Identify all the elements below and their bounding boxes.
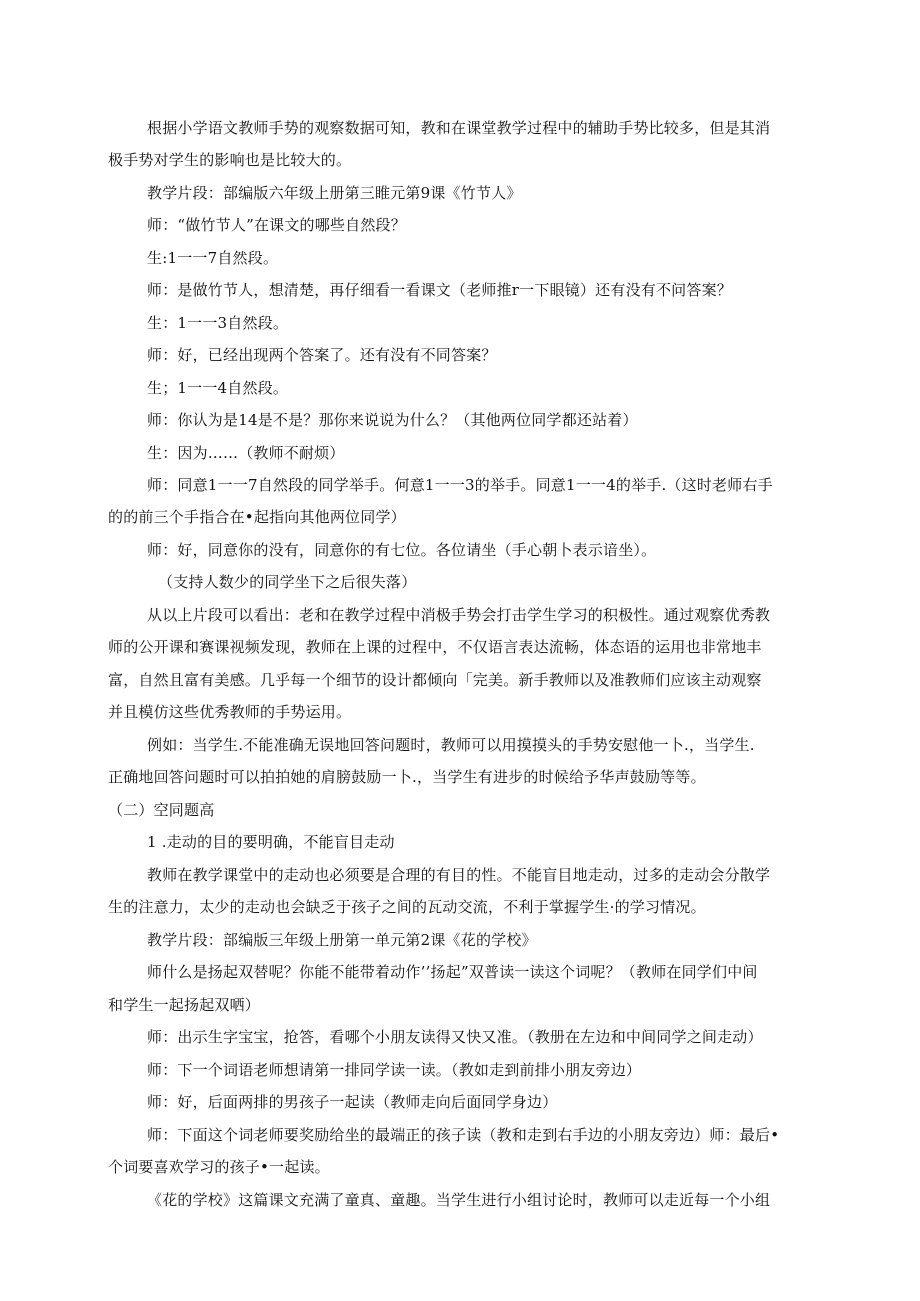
paragraph-line: 个词要喜欢学习的孩子•一起读。 [108,1158,330,1176]
paragraph-line: 富，自然且富有美感。几乎每一个细节的设计都倾向「完美。新手教师以及准教师们应该主动观察 [108,671,762,689]
paragraph-line: 教师在教学课堂中的走动也必须要是合理的有目的性。不能盲目地走动，过多的走动会分散学 [147,866,771,884]
paragraph-line: 师的公开课和赛课视频发现，教师在上课的过程中，不仅语言表达流畅，体态语的运用也非常地丰 [108,638,762,656]
paragraph-line: 从以上片段可以看出：老和在教学过程中消极手势会打击学生学习的积极性。通过观察优秀教 [147,606,771,624]
paragraph-line: 师：是做竹节人，想清楚，再仔细看一看课文（老师推r一下眼镜）还有没有不问答案？ [147,281,732,299]
paragraph-line: 师：“做竹节人”在课文的哪些自然段？ [147,216,406,234]
paragraph-line: 师：好，已经出现两个答案了。还有没有不同答案？ [147,346,497,364]
paragraph-line: 的的前三个手指合在•起指向其他两位同学） [108,508,406,526]
paragraph-line: 和学生一起扬起双哂） [108,996,261,1014]
paragraph-line: 师：下面这个词老师要奖励给坐的最端正的孩子读（教和走到右手边的小朋友旁边）师：最后• [147,1126,780,1144]
paragraph-line: 教学片段：部编版六年级上册第三睢元第9课《竹节人》 [147,184,522,202]
paragraph-line: 生:1一一7自然段。 [147,249,279,267]
paragraph-line: 根据小学语文教师手势的观察数据可知，教和在课堂教学过程中的辅助手势比较多，但是其消 [147,119,771,137]
paragraph-line: 教学片段：部编版三年级上册第一单元第2课《花的学校》 [147,931,537,949]
paragraph-line: 生：因为……（教师不耐烦） [147,444,345,462]
section-heading: （二）空同题高 [108,801,215,819]
paragraph-line: 《花的学校》这篇课文充满了童真、童趣。当学生进行小组讨论时，教师可以走近每一个小组 [147,1191,771,1209]
paragraph-line: 极手势对学生的影响也是比较大的。 [108,151,352,169]
subsection-heading: 1 .走动的目的要明确，不能盲目走动 [147,833,395,851]
paragraph-line: 师：好，后面两排的男孩子一起读（教师走向后面同学身边） [147,1093,558,1111]
paragraph-line: 生的注意力，太少的走动也会缺乏于孩子之间的瓦动交流，不利于掌握学生·的学习情况。 [108,898,706,916]
paragraph-line: 师：你认为是14是不是？那你来说说为什么？（其他两位同学都还站着） [147,411,638,429]
paragraph-line: 师什么是扬起双替呢？你能不能带着动作’’扬起”双普读一读这个词呢？（教师在同学们中间 [147,963,758,981]
paragraph-line: 正确地回答问题时可以拍拍她的肩膀鼓励一卜.，当学生有进步的时候给予华声鼓励等等。 [108,768,706,786]
paragraph-line: 师：同意1一一7自然段的同学举手。何意1一一3的举手。同意1一一4的举手.（这时老师右手 [147,476,773,494]
paragraph-line: 师：出示生字宝宝，抢答，看哪个小朋友读得又快又准。（教册在左边和中间同学之间走动） [147,1028,763,1046]
paragraph-line: 师：下一个词语老师想请第一排同学读一读。（教如走到前排小朋友旁边） [147,1061,642,1079]
paragraph-line: 并且模仿这些优秀教师的手势运用。 [108,703,352,721]
paragraph-line: 例如：当学生.不能准确无误地回答问题时，教师可以用摸摸头的手势安慰他一卜.，当学生. [147,736,755,754]
paragraph-line: 师：好，同意你的没有，同意你的有七位。各位请坐（手心朝卜表示谙坐）。 [147,541,657,559]
paragraph-line: 生：1一一3自然段。 [147,314,289,332]
paragraph-line: 生；1一一4自然段。 [147,379,289,397]
paragraph-line: （支持人数少的同学坐下之后很失落） [158,573,417,591]
